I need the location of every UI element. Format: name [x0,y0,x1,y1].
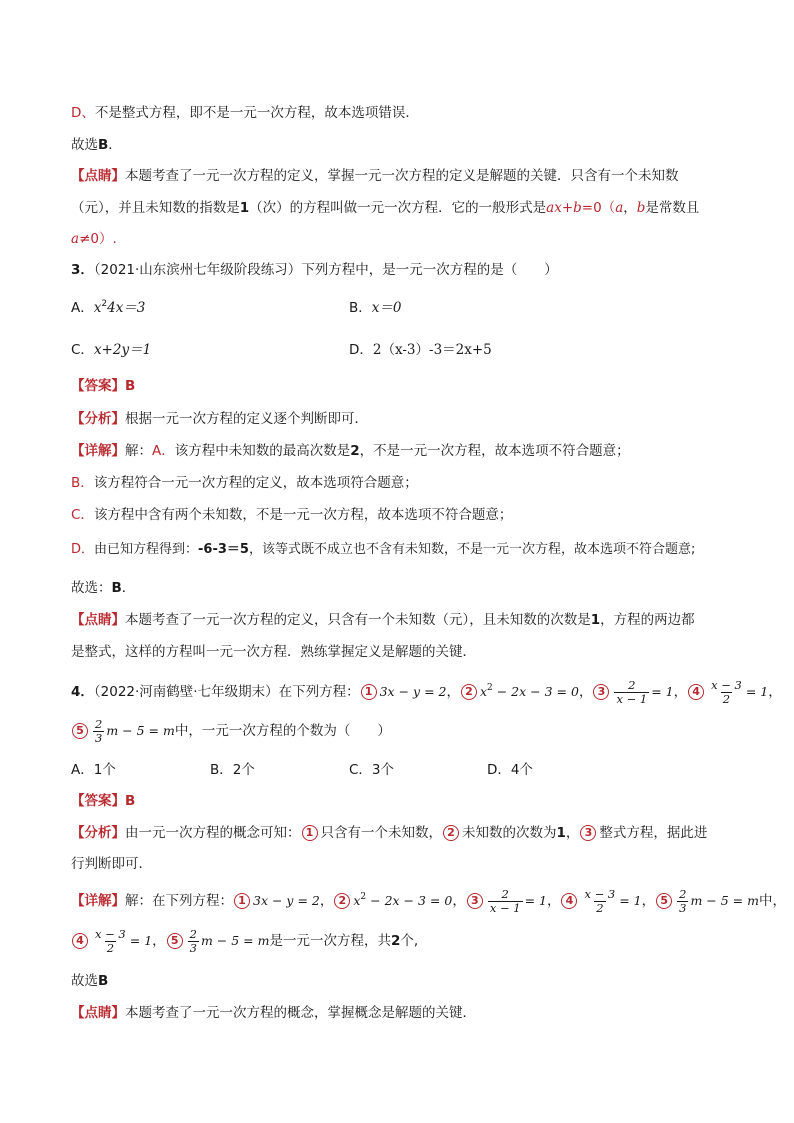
detail-tag: 【详解】 [71,443,125,459]
circle-number-2: 2 [443,825,459,841]
detail-text: 该方程中未知数的最高次数是 [174,443,351,459]
separator: ， [546,893,561,909]
fraction-numerator: x − 3 [584,886,616,901]
q3-detail-c [71,505,512,525]
separator: ， [641,893,656,909]
prev-option-d-line [71,103,419,123]
equation-2-rest: − 2x − 3 = 0 [366,893,453,908]
comment-text: 本题考查了一元一次方程的定义，只含有一个未知数（元），且未知数的次数是 [125,612,591,628]
equation-4-fraction [93,928,128,955]
circle-number-4: 4 [72,933,88,949]
equation-3-rhs: = 1 [651,684,674,699]
equation-3-fraction [488,888,523,915]
detail-text: ，该等式既不成立也不含有未知数，不是一元一次方程，故本选项不符合题意 [248,542,691,557]
fraction-denominator: x − 1 [616,691,648,706]
circle-number-3: 3 [467,893,483,909]
circle-number-2: 2 [461,684,477,700]
q3-option-a [71,298,145,318]
choose-text: 故选 [71,137,98,153]
fraction-denominator: 2 [722,691,731,706]
option-label: B． [349,300,372,316]
analysis-text: 行判断即可． [71,856,152,872]
separator: ， [768,684,782,700]
comment-var: a [71,231,80,247]
option-d-label: D、 [71,105,95,121]
analysis-text: ， [565,825,580,841]
detail-label: B． [71,475,94,491]
equation-2-var: x [479,684,488,699]
circle-number-5: 5 [656,893,672,909]
fraction-denominator: 3 [679,900,687,915]
detail-text: 是一元一次方程，共 [269,933,391,949]
question-number: 3． [71,262,94,278]
equation-4-fraction [582,888,617,915]
choose-end: ． [108,137,122,153]
circle-number-4: 4 [561,893,577,909]
answer-value: B [125,793,136,809]
option-text: 2（x-3）-3＝2x+5 [372,342,492,358]
circle-number-5: 5 [72,723,88,739]
option-label: A． [71,300,94,316]
option-var: x [93,300,102,316]
equation-4-rhs: = 1 [745,684,769,699]
detail-label: C． [71,507,94,523]
detail-number: 2 [350,443,360,459]
equation-2-exponent: 2 [487,683,493,693]
equation-5-rest: m − 5 = m [690,893,759,908]
detail-formula: -6-3＝5 [198,542,249,557]
circle-number-2: 2 [334,893,350,909]
option-text: 4x＝3 [107,300,146,316]
separator: ， [319,893,334,909]
q4-stem-1 [71,677,782,707]
equation-2-var: x [353,893,361,908]
analysis-number: 1 [556,825,566,841]
q4-stem-2 [71,716,391,746]
comment-formula: ax+b [546,200,582,216]
prev-comment-line-2 [71,198,699,218]
choose-answer: B [98,973,109,989]
comment-text: ，方程的两边都 [600,612,695,628]
option-label: D． [349,342,373,358]
question-number: 4． [71,684,94,700]
choose-end: ． [121,580,136,596]
equation-4-rhs: = 1 [129,933,153,948]
fraction-denominator: 2 [596,900,604,915]
question-source: （2021·山东滨州七年级阶段练习） [93,262,302,278]
analysis-text: 只含有一个未知数， [320,825,442,841]
option-d-text: 不是整式方程，即不是一元一次方程，故本选项错误． [94,105,419,121]
fraction-denominator: 2 [106,940,115,955]
q3-answer [71,376,135,396]
analysis-text: 根据一元一次方程的定义逐个判断即可． [125,411,368,427]
q4-analysis-1 [71,823,707,843]
choose-text: 故选： [71,580,112,596]
equation-1: 3x − y = 2 [379,684,447,699]
q4-option-d: D．4个 [487,762,533,778]
detail-text: 由已知方程得到： [94,542,199,557]
fraction-numerator: x − 3 [711,677,742,692]
detail-text: 该方程符合一元一次方程的定义，故本选项符合题意； [93,475,418,491]
q3-choose [71,578,135,598]
comment-text: 是常数且 [645,200,700,216]
separator: ， [152,933,166,949]
equation-5-fraction [188,928,199,955]
question-stem: 在下列方程： [278,684,360,700]
q4-option-b: B．2个 [210,762,255,778]
q4-option-c: C．3个 [349,762,395,778]
choose-answer: B [111,580,122,596]
circle-number-5: 5 [167,933,183,949]
q3-option-d [349,340,492,360]
equation-3-rhs: = 1 [524,893,547,908]
q4-detail-1 [71,886,786,916]
comment-tag: 【点睛】 [71,612,125,628]
q3-comment-2 [71,642,476,662]
q4-analysis-2 [71,854,152,874]
option-label: C． [71,342,94,358]
circle-number-3: 3 [593,684,609,700]
fraction-numerator: 2 [679,886,687,901]
detail-number: 2 [390,933,401,949]
q3-detail-d [71,540,695,560]
comment-text: （元），并且未知数的指数是 [71,200,240,216]
comment-formula: ≠0）. [79,231,117,247]
answer-tag: 【答案】 [71,378,125,394]
comment-tag: 【点睛】 [71,168,125,184]
equation-5-rest: m − 5 = m [200,933,270,948]
comment-text: （次）的方程叫做一元一次方程．它的一般形式是 [249,200,547,216]
fraction-numerator: 2 [628,677,636,692]
detail-text: 中， [758,893,786,909]
fraction-denominator: 3 [189,940,197,955]
option-text: x＝0 [371,300,402,316]
question-stem: 下列方程中，是一元一次方程的是（ ） [301,262,558,278]
comment-text: 是整式，这样的方程叫一元一次方程．熟练掌握定义是解题的关键． [71,644,476,660]
circle-number-4: 4 [688,684,704,700]
q4-option-a: A．1个 [71,762,116,778]
detail-text: 该方程中含有两个未知数，不是一元一次方程，故本选项不符合题意； [93,507,513,523]
separator: ， [673,684,688,700]
fraction-denominator: 3 [95,730,103,745]
fraction-numerator: 2 [189,926,197,941]
comment-var: b [636,200,646,216]
comment-formula: =0（ [581,200,616,216]
circle-number-1: 1 [234,893,250,909]
detail-text: 解：在下列方程： [125,893,233,909]
q4-choose [71,971,108,991]
comment-text: ， [623,200,637,216]
prev-choose-line [71,135,122,155]
q3-detail-a [71,441,630,461]
equation-5-fraction [677,888,688,915]
q3-detail-b [71,473,418,493]
fraction-denominator: x − 1 [489,900,521,915]
choose-text: 故选 [71,973,98,989]
question-stem: 中，一元一次方程的个数为（ ） [174,723,391,739]
comment-text: 本题考查了一元一次方程的定义，掌握一元一次方程的定义是解题的关键．只含有一个未知数 [125,168,679,184]
fraction-numerator: 2 [95,716,103,731]
analysis-tag: 【分析】 [71,825,125,841]
detail-text: ，不是一元一次方程，故本选项不符合题意； [359,443,630,459]
comment-number: 1 [590,612,601,628]
detail-label: D． [71,542,95,557]
analysis-text: 整式方程，据此进 [599,825,708,841]
option-text: x+2y＝1 [93,342,152,358]
detail-tag: 【详解】 [71,893,125,909]
separator: ， [446,684,460,700]
analysis-text: 未知数的次数为 [462,825,557,841]
analysis-tag: 【分析】 [71,411,125,427]
q3-option-b [349,298,401,318]
analysis-text: 由一元一次方程的概念可知： [125,825,301,841]
q3-comment-1 [71,610,695,630]
equation-5-rest: m − 5 = m [106,723,175,738]
detail-text: 解： [125,443,152,459]
separator: ， [578,684,593,700]
equation-4-fraction [709,679,744,706]
equation-1: 3x − y = 2 [253,893,320,908]
q4-answer [71,791,135,811]
answer-value: B [125,378,136,394]
comment-tag: 【点睛】 [71,1005,125,1021]
prev-comment-line-1 [71,166,679,186]
comment-var: a [615,200,624,216]
q4-comment [71,1003,476,1023]
q3-stem [71,260,558,280]
equation-5-fraction [93,718,104,745]
circle-number-3: 3 [580,825,596,841]
circle-number-1: 1 [361,684,377,700]
answer-tag: 【答案】 [71,793,125,809]
separator: ， [452,893,466,909]
circle-number-1: 1 [302,825,318,841]
question-source: （2022·河南鹤壁·七年级期末） [93,684,279,700]
equation-4-rhs: = 1 [619,893,642,908]
q3-option-c [71,340,151,360]
fraction-numerator: x − 3 [95,926,126,941]
choose-answer: B [98,137,109,153]
detail-text: ; [690,542,696,557]
prev-comment-line-3 [71,229,117,249]
equation-3-fraction [614,679,649,706]
comment-text: 本题考查了一元一次方程的概念，掌握概念是解题的关键． [125,1005,476,1021]
detail-text: 个, [400,933,419,949]
option-exponent: 2 [101,299,108,309]
q4-detail-2 [71,926,418,956]
q3-analysis [71,409,368,429]
fraction-numerator: 2 [501,886,509,901]
equation-2-rest: − 2x − 3 = 0 [492,684,579,699]
comment-number: 1 [239,200,250,216]
detail-label: A． [152,443,175,459]
equation-2-exponent: 2 [360,892,367,902]
